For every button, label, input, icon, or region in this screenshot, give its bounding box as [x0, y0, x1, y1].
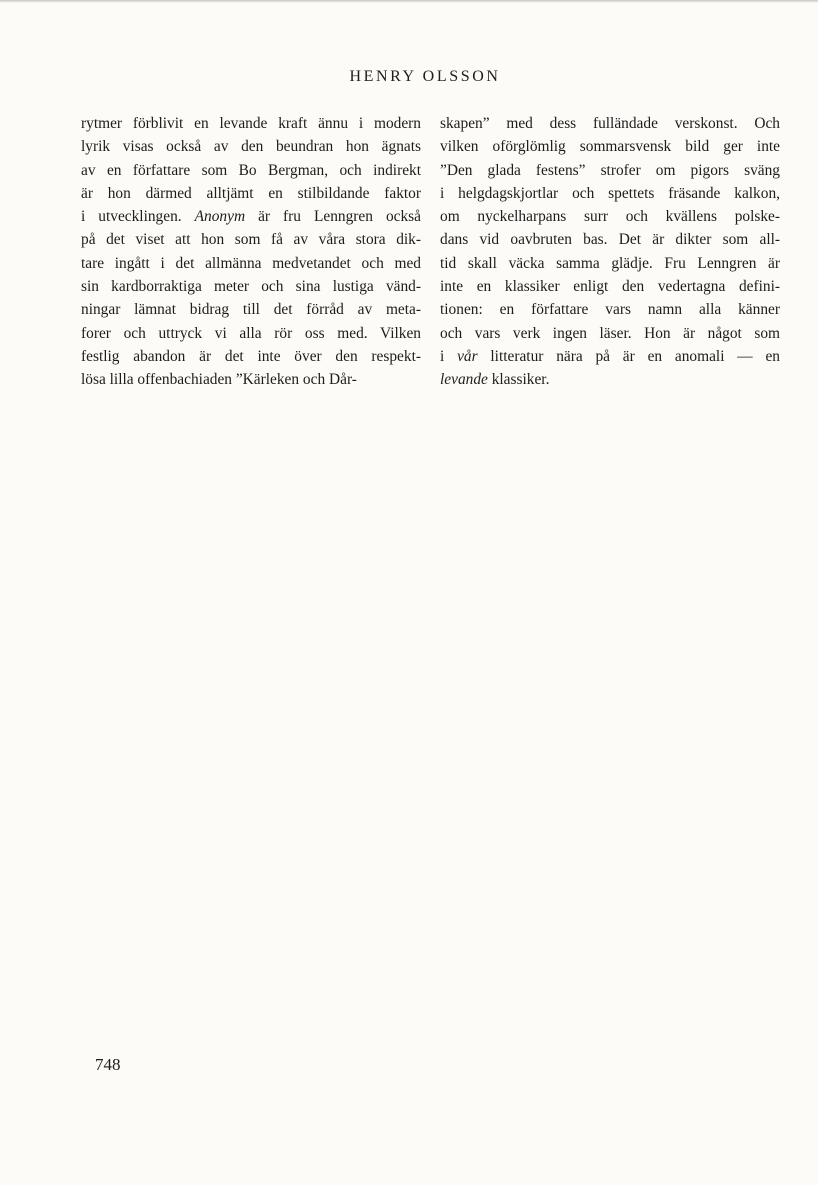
- left-column: [81, 112, 421, 392]
- text-segment: är hon därmed alltjämt en stilbildande faktor: [81, 184, 421, 202]
- text-line: [81, 345, 421, 368]
- text-line: [81, 135, 421, 158]
- text-segment: rytmer förblivit en levande kraft ännu i modern: [81, 115, 421, 132]
- right-column: [440, 112, 780, 392]
- text-segment: lösa lilla offenbachiaden ”Kärleken och Dår-: [81, 371, 357, 389]
- text-segment: sin kardborraktiga meter och sina lustiga vänd-: [81, 278, 421, 296]
- running-head: HENRY OLSSON: [349, 68, 501, 85]
- text-segment: på det viset att hon som få av våra stora dik-: [81, 231, 421, 249]
- text-line: [440, 205, 780, 228]
- text-line: [81, 228, 421, 251]
- text-segment: klassiker.: [487, 371, 550, 389]
- text-line: [81, 252, 421, 275]
- text-segment: vilken oförglömlig sommarsvensk bild ger inte: [440, 138, 780, 156]
- text-line: [81, 182, 421, 205]
- text-line: [81, 159, 421, 182]
- text-segment: forer och uttryck vi alla rör oss med. Vilken: [81, 324, 421, 342]
- text-segment: festlig abandon är det inte över den respekt-: [81, 347, 421, 365]
- text-line: [81, 112, 421, 135]
- italic-text: levande: [440, 371, 488, 389]
- text-line: [81, 368, 421, 391]
- italic-text: vår: [457, 347, 478, 365]
- page-edge: [0, 0, 818, 3]
- text-segment: av en författare som Bo Bergman, och indirekt: [81, 161, 421, 179]
- text-line: [440, 322, 780, 345]
- text-line: [81, 205, 421, 228]
- text-line: [81, 298, 421, 321]
- text-line: [81, 275, 421, 298]
- text-segment: ningar lämnat bidrag till det förråd av meta-: [81, 301, 421, 319]
- text-line: [81, 322, 421, 345]
- text-segment: tid skall väcka samma glädje. Fru Lenngren är: [440, 254, 780, 272]
- text-segment: inte en klassiker enligt den vedertagna defini-: [440, 278, 780, 296]
- text-segment: skapen” med dess fulländade verskonst. Och: [440, 115, 780, 132]
- text-line: [440, 345, 780, 368]
- text-line: [440, 159, 780, 182]
- text-segment: dans vid oavbruten bas. Det är dikter som all-: [440, 231, 780, 249]
- page-number: 748: [95, 1055, 121, 1074]
- text-line: [440, 182, 780, 205]
- text-line: [440, 112, 780, 135]
- text-segment: lyrik visas också av den beundran hon ägnats: [81, 138, 421, 156]
- text-segment: är fru Lenngren också: [245, 208, 421, 226]
- text-segment: i utvecklingen.: [81, 208, 195, 226]
- text-segment: i helgdagskjortlar och spettets fräsande kalkon,: [440, 184, 780, 202]
- text-segment: tare ingått i det allmänna medvetandet och med: [81, 254, 421, 272]
- text-line: [440, 252, 780, 275]
- text-segment: ”Den glada festens” strofer om pigors sväng: [440, 161, 780, 179]
- text-segment: i: [440, 347, 458, 365]
- italic-text: Anonym: [194, 208, 246, 226]
- text-segment: tionen: en författare vars namn alla känner: [440, 301, 780, 319]
- text-line: [440, 298, 780, 321]
- text-segment: om nyckelharpans surr och kvällens polske-: [440, 208, 780, 226]
- text-line: [440, 368, 780, 391]
- text-segment: och vars verk ingen läser. Hon är något som: [440, 324, 780, 342]
- text-line: [440, 275, 780, 298]
- text-line: [440, 228, 780, 251]
- text-line: [440, 135, 780, 158]
- text-segment: litteratur nära på är en anomali — en: [477, 347, 780, 365]
